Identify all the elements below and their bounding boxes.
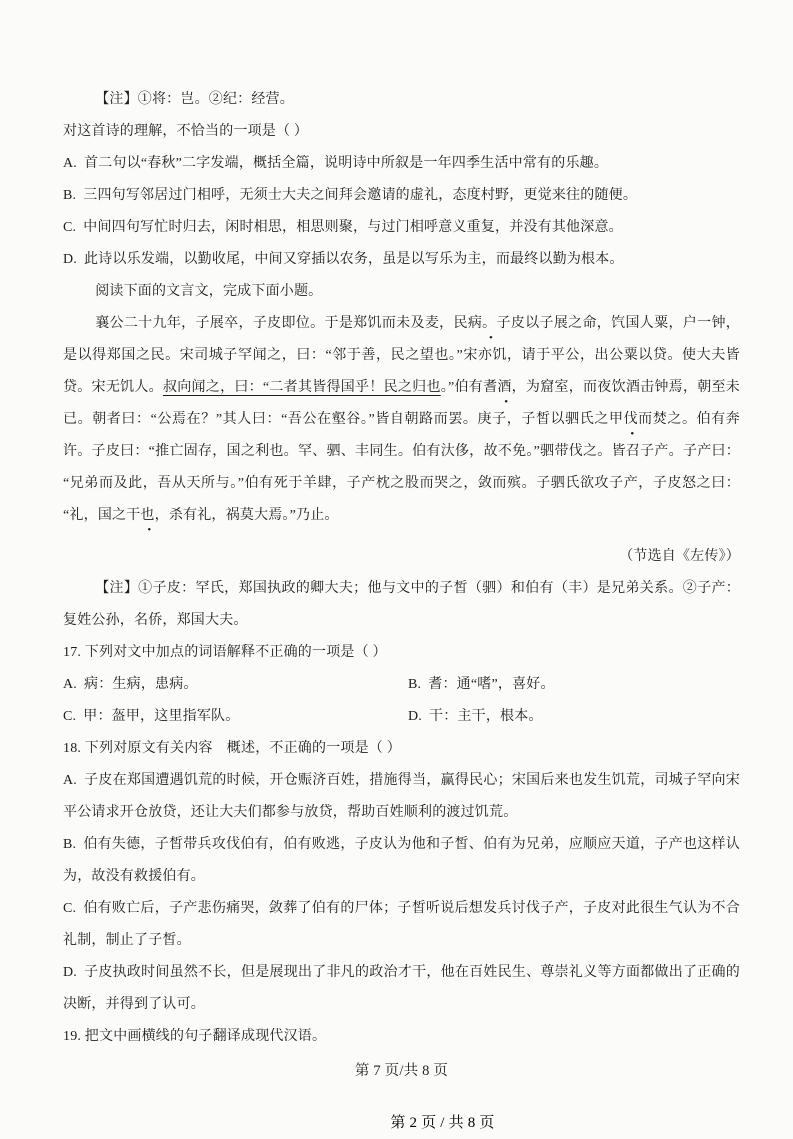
option-label: A. — [63, 773, 78, 788]
option-label: B. — [63, 188, 77, 203]
q17-option-c — [63, 701, 408, 733]
q19-stem: 19. 把文中画横线的句子翻译成现代汉语。 — [63, 1029, 327, 1044]
poem-question: 对这首诗的理解，不恰当的一项是（ ） — [63, 124, 309, 139]
passage-segment-underline: 叔向闻之，曰：“二者其皆得国乎！民之归也 — [162, 380, 441, 395]
q18-option-c — [63, 893, 740, 957]
passage-segment-plain: 。”伯有 — [440, 380, 484, 395]
option-label: C. — [63, 220, 77, 235]
passage-segment-plain: 。子皮以子展之命，饩国人粟，户一钟，是以得郑国之民。宋司城子罕闻之，曰：“邻于善，民之望也。”宋亦饥，请于平公，出公粟以贷。使大夫皆贷。宋无饥人。 — [63, 316, 740, 395]
option-text: 耆：通“嗜”，喜好。 — [428, 677, 555, 692]
q18-option-a — [63, 765, 740, 829]
option-label: D. — [408, 709, 423, 724]
poem-option-b — [63, 180, 740, 212]
option-text: 三四句写邻居过门相呼，无须士大夫之间拜会邀请的虚礼，态度村野，更觉来往的随便。 — [83, 188, 638, 203]
option-label: C. — [63, 709, 77, 724]
q17-options — [63, 669, 740, 733]
option-text: 干：主干，根本。 — [429, 709, 543, 724]
q17-option-b — [408, 669, 740, 701]
q17-option-d — [408, 701, 740, 733]
passage-paragraph — [63, 308, 740, 532]
option-text: 此诗以乐发端，以勤收尾，中间又穿插以农务，虽是以写乐为主，而最终以勤为根本。 — [84, 252, 624, 267]
passage-segment-emdot: 甲 — [608, 412, 624, 427]
q17-stem: 17. 下列对文中加点的词语解释不正确的一项是（ ） — [63, 645, 387, 660]
option-label: B. — [408, 677, 422, 692]
poem-option-a — [63, 148, 740, 180]
option-text: 病：生病，患病。 — [84, 677, 198, 692]
option-text: 首二句以“春秋”二字发端，概括全篇，说明诗中所叙是一年四季生活中常有的乐趣。 — [84, 156, 609, 171]
passage-segment-plain: 酒，为窟室，而夜饮酒击钟焉，朝至未已。朝者曰：“公焉在？”其人曰：“吾公在壑谷。”皆自朝路而罢。庚子，子皙以驷氏之 — [63, 380, 740, 427]
footer-page-number-inner: 第 7 页/共 8 页 — [354, 1063, 449, 1079]
q18-option-b — [63, 829, 740, 893]
passage-segment-emdot: 干 — [126, 508, 141, 523]
option-text: 子皮在郑国遭遇饥荒的时候，开仓赈济百姓，措施得当，赢得民心；宋国后来也发生饥荒，司城子罕向宋平公请求开仓放贷，还让大夫们都参与放贷，帮助百姓顺利的渡过饥荒。 — [63, 773, 740, 820]
passage-segment-emdot: 病 — [467, 316, 483, 331]
option-label: A. — [63, 677, 78, 692]
option-text: 甲：盔甲，这里指军队。 — [83, 709, 240, 724]
q17-option-a — [63, 669, 408, 701]
option-label: D. — [63, 965, 78, 980]
option-text: 子皮执政时间虽然不长，但是展现出了非凡的政治才干，他在百姓民生、尊崇礼义等方面都做出了正确的决断，并得到了认可。 — [63, 965, 740, 1012]
reading-intro: 阅读下面的文言文，完成下面小题。 — [95, 284, 323, 299]
q18-stem: 18. 下列对原文有关内容 概述，不正确的一项是（ ） — [63, 741, 401, 756]
option-text: 伯有败亡后，子产悲伤痛哭，敛葬了伯有的尸体；子皙听说后想发兵讨伐子产，子皮对此很生气认为不合礼制，制止了子皙。 — [63, 901, 740, 948]
passage-segment-emdot: 耆 — [483, 380, 498, 395]
option-label: A. — [63, 156, 78, 171]
passage-source: （节选自《左传》） — [619, 549, 740, 564]
passage-segment-plain: 襄公二十九年，子展卒，子皮即位。于是郑饥而未及麦，民 — [95, 316, 468, 331]
passage-note: 【注】①子皮：罕氏，郑国执政的卿大夫；他与文中的子皙（驷）和伯有（丰）是兄弟关系。②子产：复姓公孙，名侨，郑国大夫。 — [63, 581, 740, 628]
poem-option-c — [63, 212, 740, 244]
option-text: 中间四句写忙时归去，闲时相思，相思则聚，与过门相呼意义重复，并没有其他深意。 — [83, 220, 623, 235]
footer-page-number-outer: 第 2 页 / 共 8 页 — [390, 1115, 495, 1131]
poem-option-d — [63, 244, 740, 276]
option-label: B. — [63, 837, 77, 852]
option-label: C. — [63, 901, 77, 916]
option-text: 伯有失德，子皙带兵攻伐伯有，伯有败逃，子皮认为他和子皙、伯有为兄弟，应顺应天道，子产也这样认为，故没有救援伯有。 — [63, 837, 740, 884]
option-label: D. — [63, 252, 78, 267]
passage-segment-plain: 伐而焚之。伯有奔许。子皮曰：“推亡固存，国之利也。罕、驷、丰同生。伯有汏侈，故不免。”驷带伐之。皆召子产。子产曰：“兄弟而及此，吾从天所与。”伯有死于羊肆，子产枕之股而哭之，敛而殡。子驷氏欲攻子产，子皮怒之曰：“礼，国之 — [63, 412, 740, 523]
passage-segment-plain: 也，杀有礼，祸莫大焉。”乃止。 — [140, 508, 339, 523]
poem-note: 【注】①将：岂。②纪：经营。 — [95, 92, 294, 107]
q18-option-d — [63, 957, 740, 1021]
